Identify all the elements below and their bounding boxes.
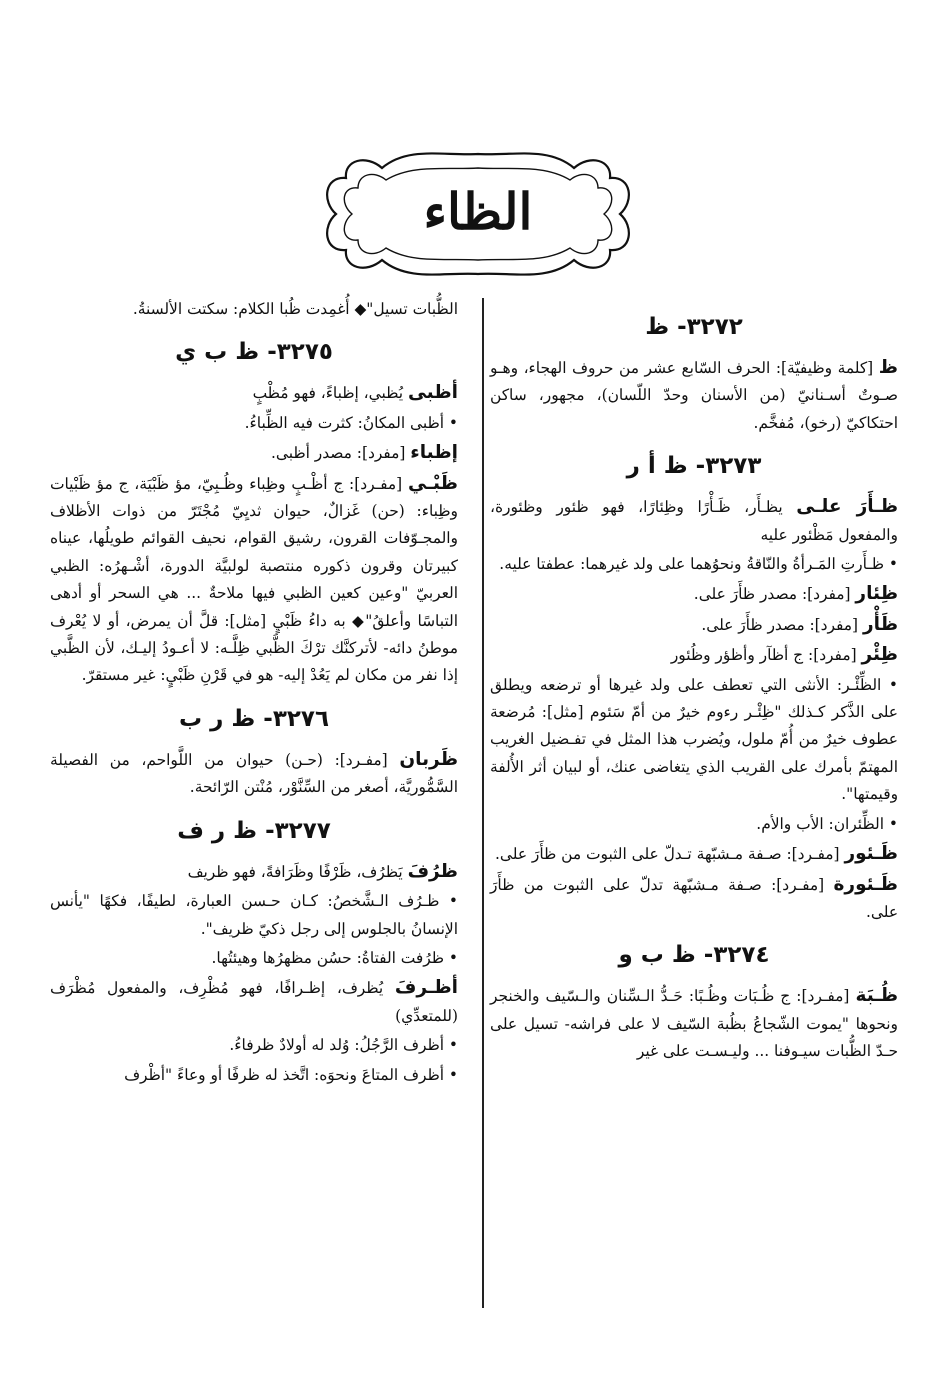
page-title: الظاء (423, 182, 533, 241)
entry-definition: [مفرد]: مصدر ظأَرَ على. (693, 585, 851, 604)
entry-definition: يَظرُف، ظَرْفًا وظَرَافةً، فهو ظريف (187, 862, 403, 881)
entry-definition: [مفـرد]: (حـن) حيوان من اللَّواحم، من الفصيلة السَّمُّوريَّة، أصغر من السِّنَّوْر، مُنْتن الرّائحة. (50, 750, 458, 797)
entry (490, 354, 898, 437)
left-column (50, 296, 458, 1091)
entry (50, 858, 458, 886)
entry-definition: [مفـرد]: صـفة مـشبّهة تدلّ على الثبوت من ظأَرَ على. (490, 875, 898, 921)
entry-root-heading: ٣٢٧٦- ظ ر ب (179, 705, 329, 732)
headword: ظَربان (399, 748, 458, 770)
entry-example: • ظرُفت الفتاةُ: حسُن مظهرُها وهيئتُها. (211, 948, 458, 967)
headword: أظـرفَ (394, 977, 458, 999)
entry (490, 871, 898, 927)
headword: ظرُفَ (407, 860, 458, 882)
headword: ظَأْر (862, 613, 898, 635)
entry (490, 493, 898, 549)
entry-example: • أظرف المتاعَ ونحوَه: اتَّخذ له ظرفًا أو وعاءً "أظْرف (124, 1065, 458, 1084)
headword: إظباء (410, 442, 458, 464)
title-cartouche (316, 140, 640, 288)
entry (50, 746, 458, 802)
entry-definition: [مفرد]: ج أظآر وأظؤر وظُئور (670, 646, 857, 665)
entry (490, 580, 898, 608)
entry (490, 641, 898, 669)
entry-example: • ظـأَرتِ المَـرأةُ والنّاقةُ ونحوُهما على ولد غيرهما: عطفتا عليه. (499, 555, 898, 574)
entry-root-heading: ٣٢٧٧- ظ ر ف (177, 817, 331, 844)
right-column (490, 296, 898, 1068)
entry-definition: الحرف السّابع عشر من حروف الهجاء، وهـو صـوتٌ أسـنانيّ (من الأسنان وحدّ اللّسان)، مجهور، ساكن احتكاكيّ (رخو)، مُفخَّم. (490, 359, 898, 432)
entry (50, 974, 458, 1030)
headword: ظ (878, 357, 898, 378)
headword: ظِئْر (861, 644, 898, 666)
column-divider (482, 298, 484, 1308)
entry-definition: [مفـرد]: ج أظْـبٍ وظِباء وظُـبِيّ، مؤ ظَبْيَة، ج مؤ ظَبْيات وظِباء: (حن) غَزالٌ، حيوان ثديِيّ مُجْتَرّ من ذوات الأظلاف والمجـوّفات القرون، رشيق القوام، نحيف القوائم طويلُها، عيناه كبيرتان وقرون ذكوره منتصبة لولبيَّة الدورة، أشْـهرُه: الظبي العربيّ "وعين كعين الظبي فيها ملاحةٌ ... هي السحر أو أدهى التباسًا وأعلقُ"◆ به داءُ ظَبْيٍ [مثل]: قلَّ أن يمرض، أو لا يُعْرف موطنُ دائه- لأتركنَّك ترْكَ الظَّبي ظِلَّـه: لا أعـودُ إليـك، لأن الظَّبي إذا نفر من مكان لم يَعُدْ إليه- هو في قَرْنِ ظَبْيٍ: غير مستقرّ. (50, 474, 458, 685)
entry-root-heading: ٣٢٧٢- ظ (645, 314, 743, 340)
entry-definition: يُظبي، إظباءً، فهو مُظْبٍ (252, 384, 404, 403)
entry (490, 611, 898, 639)
entry (490, 982, 898, 1065)
entry-root-heading: ٣٢٧٤- ظ ب و (618, 942, 770, 969)
entry (490, 840, 898, 868)
headword: ظـأَرَ علـى (796, 496, 899, 518)
entry-definition: يظـأَر، ظَـأْرًا وظِئارًا، فهو ظئور وظئورة، والمفعول مَظْئور عليه (490, 498, 898, 544)
entry-definition: [مفرد]: مصدر ظأَرَ على. (701, 615, 859, 634)
entry-example: • أظرف الرَّجُلُ: وُلد له أولادٌ ظرفاءُ. (229, 1036, 458, 1055)
entry-definition: [مفـرد]: صـفة مـشبّهة تـدلّ على الثبوت من ظأَرَ على. (495, 845, 840, 864)
headword: ظَـئورة (833, 873, 898, 895)
entry (50, 379, 458, 407)
headword: ظُـبَة (855, 985, 898, 1007)
entry-definition: [مفرد]: مصدر أظبى. (271, 444, 406, 463)
headword: ظَـئور (844, 843, 898, 865)
headword: ظِئار (855, 583, 898, 605)
entry-example: • الظِّئران: الأب والأم. (756, 814, 898, 833)
entry-example: • ظـرُف الـشَّخصُ: كـان حـسن العبارة، لطيفًا، فكهًا "يأنس الإنسانُ بالجلوس إلى رجل ذكيّ ظريف". (50, 892, 458, 938)
entry-definition: [مفـرد]: ج ظُـبَات وظُـبًا: حَـدُّ الـسِّنان والـسّيف والخنجر ونحوها "يموت الشّجاعُ بظُبة السّيف لا على فراشه- تسيل على حـدّ الظُّبات سيـوفنا ... وليـسـت على غير (490, 987, 898, 1061)
entry (50, 470, 458, 690)
entry-root-heading: ٣٢٧٣- ظ أ ر (626, 453, 762, 480)
headword: أظبى (407, 382, 458, 404)
entry-definition: يُظرف، إظـرافًا، فهو مُظْرِف، والمفعول مُظْرَف (للمتعدِّي) (50, 979, 458, 1025)
entry-tag: [كلمة وظيفيّة]: (775, 359, 874, 377)
entry-example: • الظِّئْـر: الأنثى التي تعطف على ولد غيرها أو ترضعه ويطلق على الذَّكر كـذلك "ظِئْـر رءوم خيرٌ من أمّ سَئوم [مثل]: مُرضعة عطوف خيرٌ من أُمّ ملول، ويُضرب هذا المثل في تفـضيل الغريب المهتمّ بأمرك على القريب الذي يتغاضى عنك، أو لبيان أثر الأُلفة وقيمتها". (490, 675, 898, 804)
entry (50, 439, 458, 467)
entry-root-heading: ٣٢٧٥- ظ ب ي (175, 339, 333, 366)
entry-example: • أظبى المكانُ: كثرت فيه الظِّباءُ. (244, 413, 458, 432)
entry-continuation: الظُّبات تسيل"◆ أُغمِدت ظُبا الكلام: سكتت الألسنةُ. (132, 300, 458, 318)
headword: ظَبْـي (407, 472, 458, 494)
